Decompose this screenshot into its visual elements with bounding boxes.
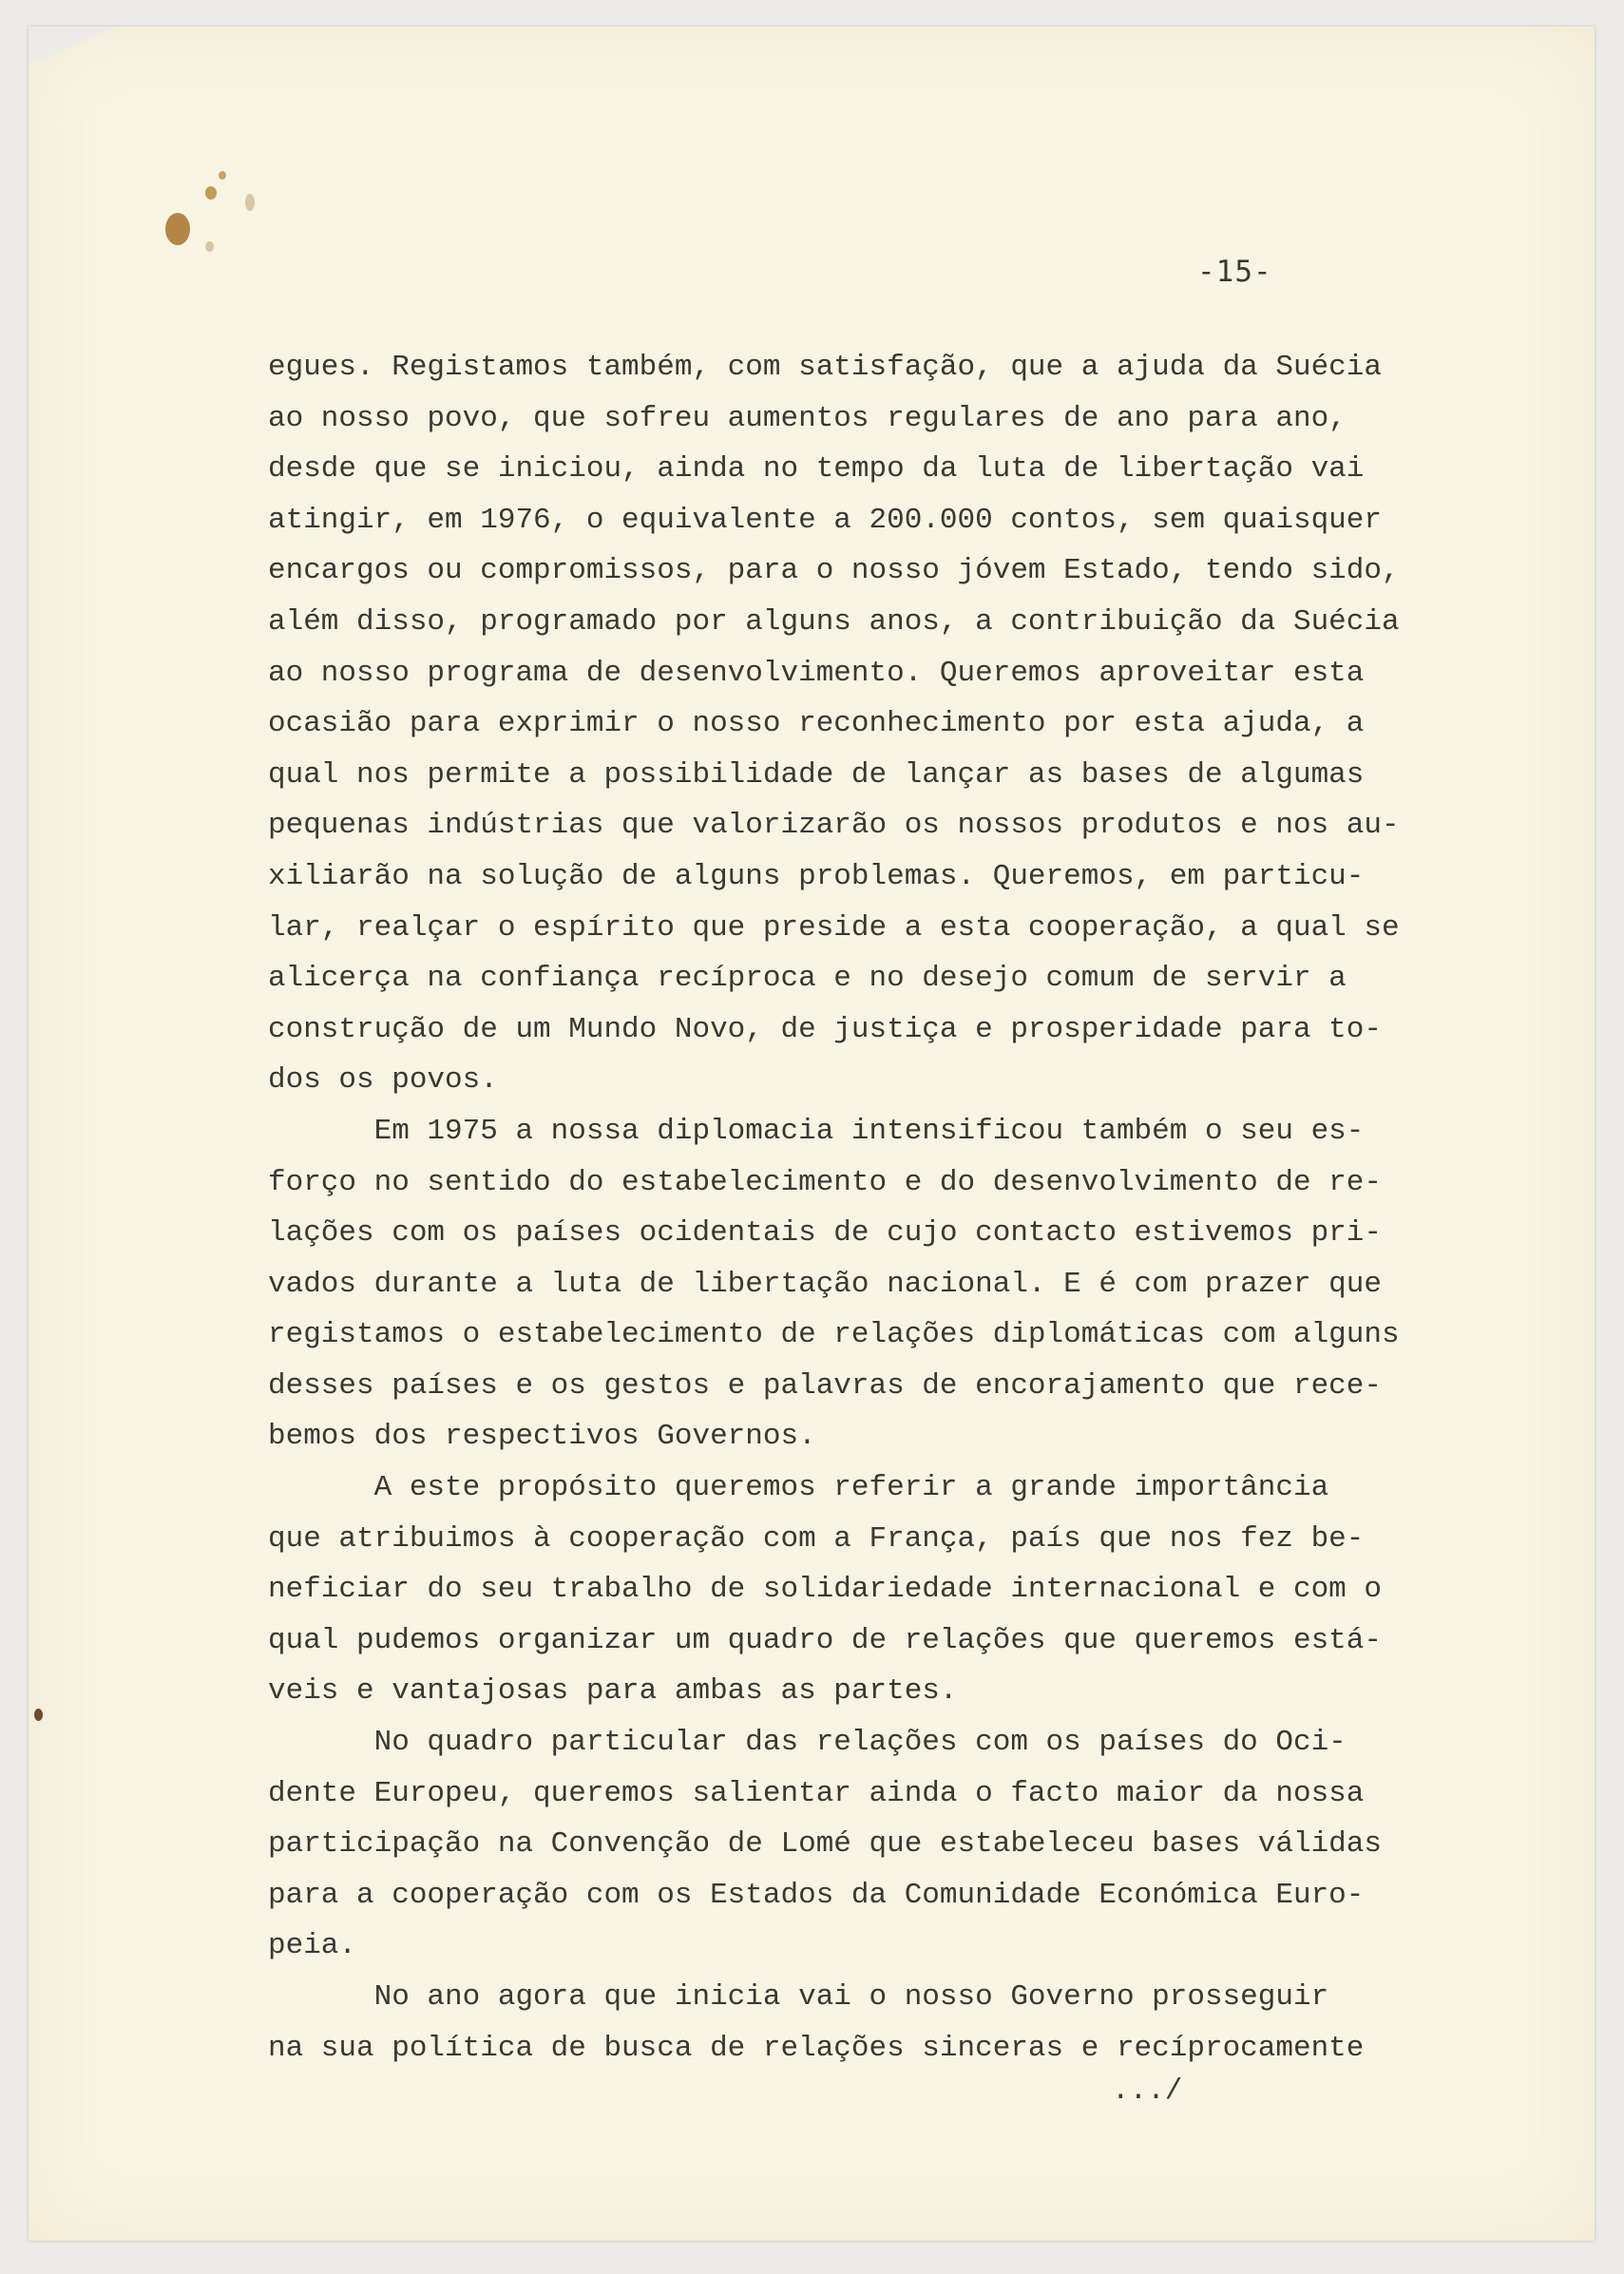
page-number: -15- [1197,255,1272,289]
text-line: dos os povos. [268,1063,498,1098]
text-line: que atribuimos à cooperação com a França, país que nos fez be- [268,1521,1365,1556]
body-text [268,342,1522,2073]
text-line: atingir, em 1976, o equivalente a 200.000 contos, sem quaisquer [268,503,1382,537]
text-line: xiliarão na solução de alguns problemas. Queremos, em particu- [268,859,1365,893]
text-line: veis e vantajosas para ambas as partes. [268,1674,958,1709]
text-line: na sua política de busca de relações sinceras e recíprocamente [268,2031,1365,2065]
text-line: neficiar do seu trabalho de solidariedade internacional e com o [268,1573,1382,1607]
text-line: pequenas indústrias que valorizarão os nossos produtos e nos au- [268,809,1400,843]
text-line: ao nosso programa de desenvolvimento. Queremos aproveitar esta [268,656,1365,690]
text-line: ao nosso povo, que sofreu aumentos regulares de ano para ano, [268,401,1347,435]
text-line: além disso, programado por alguns anos, a contribuição da Suécia [268,604,1400,639]
text-line: forço no sentido do estabelecimento e do desenvolvimento de re- [268,1165,1382,1199]
text-line: desde que se iniciou, ainda no tempo da luta de libertação vai [268,452,1365,487]
text-line: peia. [268,1929,357,1963]
text-line: A este propósito queremos referir a grande importância [268,1471,1329,1505]
stain-mark [165,213,190,245]
text-line: No ano agora que inicia vai o nosso Governo prosseguir [268,1980,1329,2014]
text-line: egues. Registamos também, com satisfação, que a ajuda da Suécia [268,351,1382,384]
text-line: qual pudemos organizar um quadro de relações que queremos está- [268,1623,1382,1657]
stain-mark [205,241,214,252]
stain-mark [205,186,217,200]
stain-mark [34,1709,43,1721]
text-line: construção de um Mundo Novo, de justiça e prosperidade para to- [268,1012,1382,1046]
text-line: qual nos permite a possibilidade de lançar as bases de algumas [268,757,1365,792]
paper-sheet [29,27,1595,2241]
text-line: encargos ou compromissos, para o nosso jóvem Estado, tendo sido, [268,554,1400,588]
text-line: lações com os países ocidentais de cujo contacto estivemos pri- [268,1216,1382,1251]
text-line: participação na Convenção de Lomé que estabeleceu bases válidas [268,1827,1382,1862]
text-line: bemos dos respectivos Governos. [268,1420,816,1454]
text-line: dente Europeu, queremos salientar ainda o facto maior da nossa [268,1776,1365,1810]
stain-mark [245,194,255,211]
stain-mark [219,171,226,180]
continuation-mark: .../ [1112,2074,1183,2108]
text-line: registamos o estabelecimento de relações diplomáticas com alguns [268,1318,1400,1352]
text-line: para a cooperação com os Estados da Comunidade Económica Euro- [268,1878,1365,1912]
text-line: alicerça na confiança recíproca e no desejo comum de servir a [268,962,1347,996]
text-line: Em 1975 a nossa diplomacia intensificou também o seu es- [268,1114,1365,1148]
text-line: lar, realçar o espírito que preside a esta cooperação, a qual se [268,910,1400,945]
text-line: vados durante a luta de libertação nacional. E é com prazer que [268,1267,1382,1301]
text-line: desses países e os gestos e palavras de encorajamento que rece- [268,1368,1382,1403]
text-line: No quadro particular das relações com os países do Oci- [268,1726,1347,1760]
text-line: ocasião para exprimir o nosso reconhecimento por esta ajuda, a [268,707,1365,741]
folded-corner [29,27,119,65]
